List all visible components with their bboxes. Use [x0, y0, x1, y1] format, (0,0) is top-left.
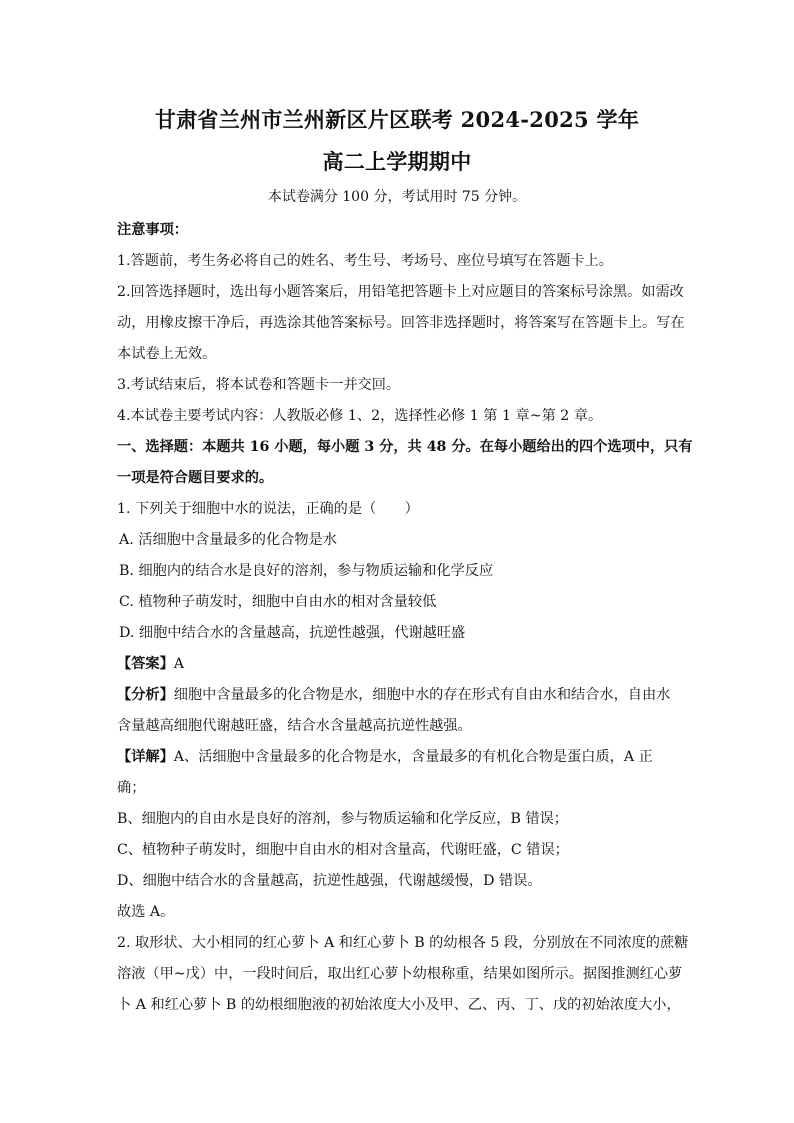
question-2-stem: 2. 取形状、大小相同的红心萝卜 A 和红心萝卜 B 的幼根各 5 段，分别放在不同浓度的蔗糖	[117, 935, 689, 951]
note-item: 4.本试卷主要考试内容：人教版必修 1、2，选择性必修 1 第 1 章~第 2 章。	[117, 408, 603, 424]
option-b: B. 细胞内的结合水是良好的溶剂，参与物质运输和化学反应	[119, 563, 494, 579]
option-c: C. 植物种子萌发时，细胞中自由水的相对含量较低	[119, 594, 437, 610]
detail-line	[117, 742, 677, 773]
answer-line	[117, 649, 677, 680]
note-item: 本试卷上无效。	[117, 346, 217, 362]
question-2-stem-cont: 溶液（甲~戊）中，一段时间后，取出红心萝卜幼根称重，结果如图所示。据图推测红心萝	[117, 966, 683, 982]
note-item: 3.考试结束后，将本试卷和答题卡一并交回。	[117, 377, 401, 393]
answer-value: A	[173, 656, 185, 672]
question-2-stem-cont: 卜 A 和红心萝卜 B 的幼根细胞液的初始浓度大小及甲、乙、丙、丁、戊的初始浓度大小，	[117, 997, 681, 1013]
detail-label: 【详解】	[117, 749, 174, 765]
detail-text-a: A、活细胞中含量最多的化合物是水，含量最多的有机化合物是蛋白质，A 正	[173, 749, 653, 765]
answer-label: 【答案】	[117, 656, 174, 672]
analysis-line	[117, 680, 677, 711]
note-item: 动，用橡皮擦干净后，再选涂其他答案标号。回答非选择题时，将答案写在答题卡上。写在	[117, 315, 685, 331]
notes-heading: 注意事项：	[117, 222, 188, 238]
detail-c: C、植物种子萌发时，细胞中自由水的相对含量高，代谢旺盛，C 错误；	[117, 842, 569, 858]
conclusion: 故选 A。	[117, 904, 175, 920]
exam-title-line1: 甘肃省兰州市兰州新区片区联考 2024-2025 学年	[154, 107, 640, 132]
section-heading: 一、选择题：本题共 16 小题，每小题 3 分，共 48 分。在每小题给出的四个选项中，只有	[117, 439, 693, 455]
detail-d: D、细胞中结合水的含量越高，抗逆性越强，代谢越缓慢，D 错误。	[117, 873, 542, 889]
analysis-text: 细胞中含量最多的化合物是水，细胞中水的存在形式有自由水和结合水，自由水	[173, 687, 671, 703]
section-heading-cont: 一项是符合题目要求的。	[117, 470, 274, 486]
exam-info: 本试卷满分 100 分，考试用时 75 分钟。	[267, 189, 527, 205]
detail-b: B、细胞内的自由水是良好的溶剂，参与物质运输和化学反应，B 错误；	[117, 811, 568, 827]
note-item: 2.回答选择题时，选出每小题答案后，用铅笔把答题卡上对应题目的答案标号涂黑。如需改	[117, 284, 684, 300]
detail-line-cont: 确；	[117, 780, 146, 796]
option-d: D. 细胞中结合水的含量越高，抗逆性越强，代谢越旺盛	[119, 625, 466, 641]
question-1-stem: 1. 下列关于细胞中水的说法，正确的是（ ）	[117, 501, 419, 517]
analysis-label: 【分析】	[117, 687, 174, 703]
option-a: A. 活细胞中含量最多的化合物是水	[119, 532, 337, 548]
analysis-line-cont: 含量越高细胞代谢越旺盛，结合水含量越高抗逆性越强。	[117, 718, 472, 734]
exam-title-line2: 高二上学期期中	[322, 149, 472, 174]
document-body	[117, 215, 693, 1021]
note-item: 1.答题前，考生务必将自己的姓名、考生号、考场号、座位号填写在答题卡上。	[117, 253, 613, 269]
